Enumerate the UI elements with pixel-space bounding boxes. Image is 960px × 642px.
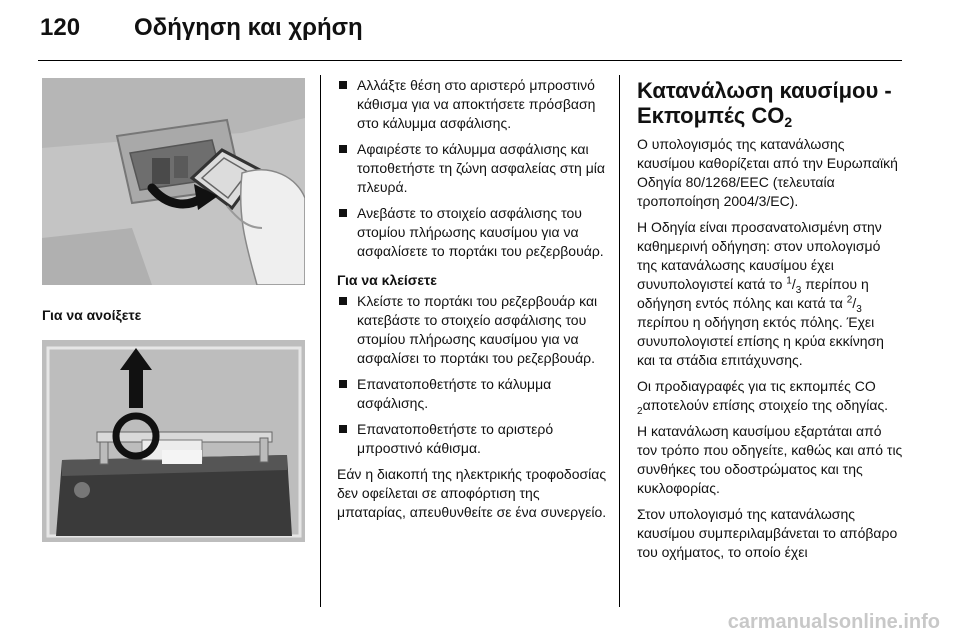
- paragraph-directive: Ο υπολογισμός της κατανάλωσης καυσίμου καθορίζεται από την Ευρωπαϊκή Οδηγία 80/1268/EEC (τελευταία τροποποίηση 2004/3/EC).: [637, 136, 898, 209]
- header-rule: [38, 60, 902, 61]
- paragraph-text: Η Οδηγία είναι προσανατολισμένη στην καθημερινή οδήγηση: στον υπολογισμό της κατανάλωσης καυσίμου έχει συνυπολογιστεί κατά το: [637, 219, 882, 292]
- paragraph-emissions: [637, 377, 903, 415]
- paragraph-vehicle-weight: Στον υπολογισμό της κατανάλωσης καυσίμου συμπεριλαμβάνεται το απόβαρο του οχήματος, το οποίο έχει: [637, 506, 898, 560]
- list-item: Αφαιρέστε το κάλυμμα ασφάλισης και τοποθετήστε τη ζώνη ασφαλείας στη μία πλευρά.: [337, 140, 607, 197]
- right-column: [637, 76, 903, 569]
- open-steps-list: [337, 76, 607, 261]
- paragraph-driving-share: Η Οδηγία είναι προσανατολισμένη στην καθημερινή οδήγηση: στον υπολογισμό της κατανάλωσης καυσίμου έχει συνυπολογιστεί κατά το $^1/_3$ περίπου η οδήγηση εντός πόλης και κατά τα $^2/_3$ περίπου η οδήγηση εκτός πόλης. Έχει συνυπολογιστεί επίσης η κρύα εκκίνηση και τα στάδια επιτάχυνσης.: [637, 219, 884, 368]
- section-heading-line1: Κατανάλωση καυσίμου -: [637, 78, 892, 103]
- column-divider-2: [619, 75, 620, 607]
- fraction-denominator: 3: [795, 284, 802, 296]
- page-number: 120: [40, 14, 81, 41]
- open-heading: Για να ανοίξετε: [42, 307, 142, 323]
- middle-column: [337, 76, 607, 529]
- column-divider-1: [320, 75, 321, 607]
- list-item: Επανατοποθετήστε το αριστερό μπροστινό κάθισμα.: [337, 420, 607, 458]
- fraction-numerator: 2: [846, 294, 853, 306]
- list-item: Επανατοποθετήστε το κάλυμμα ασφάλισης.: [337, 375, 607, 413]
- co2-subscript: 2: [637, 405, 643, 417]
- watermark: carmanualsonline.info: [727, 611, 940, 633]
- fraction-numerator: 1: [786, 275, 792, 287]
- paragraph-consumption-factors: Η κατανάλωση καυσίμου εξαρτάται από τον τρόπο που οδηγείτε, καθώς και από τις συνθήκες του οδοστρώματος και της κυκλοφορίας.: [637, 423, 903, 496]
- page-title: Οδήγηση και χρήση: [134, 14, 363, 41]
- list-item: Ανεβάστε το στοιχείο ασφάλισης του στομίου πλήρωσης καυσίμου για να ασφαλίσετε το πορτάκι του ρεζερβουάρ.: [337, 204, 607, 261]
- list-item: Αλλάξτε θέση στο αριστερό μπροστινό κάθισμα για να αποκτήσετε πρόσβαση στο κάλυμμα ασφάλισης.: [337, 76, 607, 133]
- close-heading: Για να κλείσετε: [337, 272, 437, 288]
- paragraph-text: αποτελούν επίσης στοιχείο της οδηγίας.: [642, 397, 889, 413]
- paragraph-text: Οι προδιαγραφές για τις εκπομπές CO: [637, 378, 876, 394]
- list-item: Κλείστε το πορτάκι του ρεζερβουάρ και κατεβάστε το στοιχείο ασφάλισης του στομίου πλήρωσης καυσίμου για να ασφαλίσει το πορτάκι του ρεζερβουάρ.: [337, 292, 607, 368]
- close-steps-list: [337, 292, 607, 458]
- paragraph-text: περίπου η οδήγηση εντός πόλης και κατά τα: [637, 276, 869, 311]
- illustration-seat-cover: [42, 78, 305, 285]
- fraction-denominator: 3: [856, 303, 862, 315]
- section-heading-line2: Εκπομπές CO: [637, 103, 785, 128]
- illustration-fuel-door-lock: [42, 340, 305, 542]
- closing-paragraph: Εάν η διακοπή της ηλεκτρικής τροφοδοσίας δεν οφείλεται σε αποφόρτιση της μπαταρίας, απευθυνθείτε σε ένα συνεργείο.: [337, 466, 607, 520]
- section-heading: [637, 78, 903, 128]
- section-heading-subscript: 2: [784, 114, 793, 130]
- paragraph-text: περίπου η οδήγηση εκτός πόλης. Έχει συνυπολογιστεί επίσης η κρύα εκκίνηση και τα στάδια επιτάχυνσης.: [637, 314, 884, 368]
